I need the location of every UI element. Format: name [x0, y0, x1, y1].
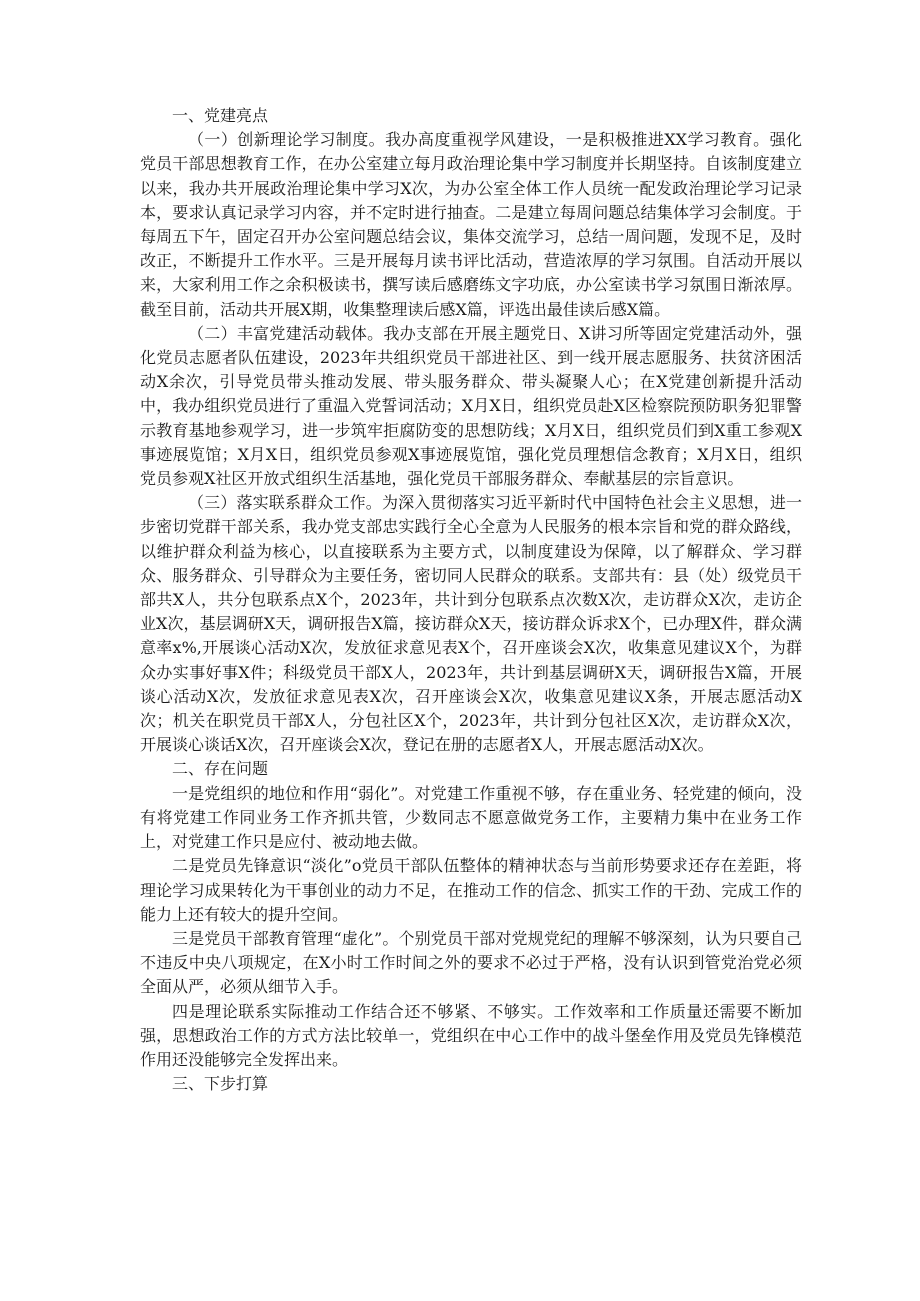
section-heading-problems: 二、存在问题 — [172, 759, 269, 779]
section-heading-next-steps: 三、下步打算 — [172, 1074, 269, 1094]
paragraph-party-activities: （二）丰富党建活动载体。我办支部在开展主题党日、X讲习所等固定党建活动外，强化党员志愿者队伍建设，2023年共组织党员干部进社区、到一线开展志愿服务、扶贫济困活动X余次，引导党员带头推动发展、带头服务群众、带头凝聚人心；在X党建创新提升活动中，我办组织党员进行了重温入党誓词活动；X月X日，组织党员赴X区检察院预防职务犯罪警示教育基地参观学习，进一步筑牢拒腐防变的思想防线；X月X日，组织党员们到X重工参观X事迹展览馆；X月X日，组织党员参观X事迹展览馆，强化党员理想信念教育；X月X日，组织党员参观X社区开放式组织生活基地，强化党员干部服务群众、奉献基层的宗旨意识。 — [140, 323, 802, 489]
paragraph-problem-2: 二是党员先锋意识“淡化”o党员干部队伍整体的精神状态与当前形势要求还存在差距，将理论学习成果转化为干事创业的动力不足，在推动工作的信念、抓实工作的干劲、完成工作的能力上还有较大的提升空间。 — [140, 856, 802, 924]
paragraph-theory-study: （一）创新理论学习制度。我办高度重视学风建设，一是积极推进XX学习教育。强化党员干部思想教育工作，在办公室建立每月政治理论集中学习制度并长期坚持。自该制度建立以来，我办共开展政治理论集中学习X次，为办公室全体工作人员统一配发政治理论学习记录本，要求认真记录学习内容，并不定时进行抽查。二是建立每周问题总结集体学习会制度。于每周五下午，固定召开办公室问题总结会议，集体交流学习，总结一周问题，发现不足，及时改正，不断提升工作水平。三是开展每月读书评比活动，营造浓厚的学习氛围。自活动开展以来，大家利用工作之余积极读书，撰写读后感磨练文字功底，办公室读书学习氛围日渐浓厚。截至目前，活动共开展X期，收集整理读后感X篇，评选出最佳读后感X篇。 — [140, 130, 802, 319]
paragraph-problem-4: 四是理论联系实际推动工作结合还不够紧、不够实。工作效率和工作质量还需要不断加强，思想政治工作的方式方法比较单一，党组织在中心工作中的战斗堡垒作用及党员先锋模范作用还没能够完全发挥出来。 — [140, 1001, 802, 1069]
paragraph-problem-1: 一是党组织的地位和作用“弱化”。对党建工作重视不够，存在重业务、轻党建的倾向，没有将党建工作同业务工作齐抓共管，少数同志不愿意做党务工作，主要精力集中在业务工作上，对党建工作只是应付、被动地去做。 — [140, 783, 802, 852]
section-heading-highlights: 一、党建亮点 — [172, 106, 269, 125]
paragraph-mass-contact: （三）落实联系群众工作。为深入贯彻落实习近平新时代中国特色社会主义思想，进一步密切党群干部关系，我办党支部忠实践行全心全意为人民服务的根本宗旨和党的群众路线，以维护群众利益为核心，以直接联系为主要方式，以制度建设为保障，以了解群众、学习群众、服务群众、引导群众为主要任务，密切同人民群众的联系。支部共有：县（处）级党员干部共X人，共分包联系点X个，2023年，共计到分包联系点次数X次，走访群众X次，走访企业X次，基层调研X天，调研报告X篇，接访群众X天，接访群众诉求X个，已办理X件，群众满意率x%,开展谈心活动X次，发放征求意见表X个，召开座谈会X次，收集意见建议X个，为群众办实事好事X件；科级党员干部X人，2023年，共计到基层调研X天，调研报告X篇，开展谈心活动X次，发放征求意见表X次，召开座谈会X次，收集意见建议X条，开展志愿活动X次；机关在职党员干部X人，分包社区X个，2023年，共计到分包社区X次，走访群众X次，开展谈心谈话X次，召开座谈会X次，登记在册的志愿者X人，开展志愿活动X次。 — [140, 493, 802, 755]
paragraph-problem-3: 三是党员干部教育管理“虚化”。个别党员干部对党规党纪的理解不够深刻，认为只要自己不违反中央八项规定，在X小时工作时间之外的要求不必过于严格，没有认识到管党治党必须全面从严，必须从细节入手。 — [140, 928, 802, 997]
document-page — [140, 104, 802, 1096]
